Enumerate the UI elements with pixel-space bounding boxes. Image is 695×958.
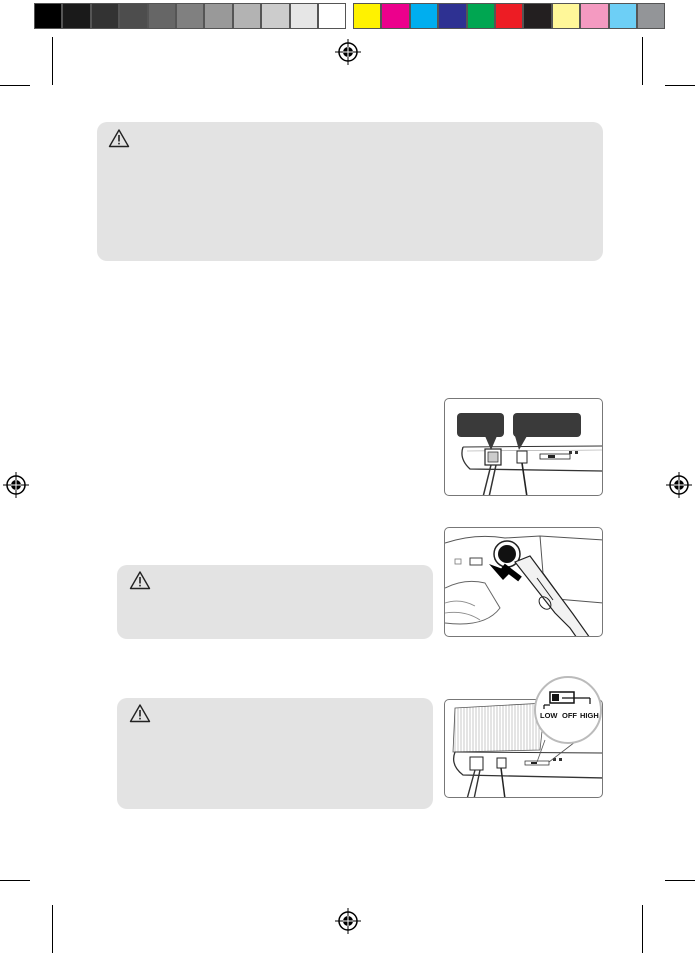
color-swatch xyxy=(261,3,289,29)
figure-switch-detail xyxy=(444,699,603,798)
car-socket-illustration xyxy=(445,528,603,637)
color-swatch xyxy=(353,3,381,29)
warning-icon xyxy=(129,570,151,590)
switch-label-low: LOW xyxy=(540,711,558,720)
crop-mark xyxy=(642,37,643,85)
registration-mark-right xyxy=(666,472,692,498)
warning-box-switch xyxy=(117,698,433,809)
color-swatch xyxy=(609,3,637,29)
color-swatch xyxy=(467,3,495,29)
callout-pointer xyxy=(485,436,497,450)
color-swatch xyxy=(552,3,580,29)
crop-mark xyxy=(0,880,30,881)
color-swatch xyxy=(290,3,318,29)
color-swatch xyxy=(381,3,409,29)
warning-icon xyxy=(129,703,151,723)
crop-mark xyxy=(665,880,695,881)
figure-cable-connections xyxy=(444,398,603,496)
crop-mark xyxy=(52,905,53,953)
switch-label-high: HIGH xyxy=(580,711,599,720)
color-swatch xyxy=(495,3,523,29)
crop-mark xyxy=(642,905,643,953)
color-swatch xyxy=(318,3,346,29)
color-swatch xyxy=(119,3,147,29)
warning-box-plug xyxy=(117,565,433,639)
callout-power-port xyxy=(457,413,504,437)
color-swatch xyxy=(91,3,119,29)
warning-icon xyxy=(108,128,130,148)
color-swatch xyxy=(523,3,551,29)
switch-magnifier xyxy=(534,676,602,744)
color-swatch xyxy=(233,3,261,29)
color-swatch xyxy=(34,3,62,29)
color-swatch xyxy=(204,3,232,29)
switch-label-off: OFF xyxy=(562,711,577,720)
color-swatch xyxy=(580,3,608,29)
registration-mark-top xyxy=(335,39,361,65)
color-swatch xyxy=(148,3,176,29)
color-swatch xyxy=(637,3,665,29)
registration-mark-left xyxy=(3,472,29,498)
color-swatch xyxy=(176,3,204,29)
grayscale-bar xyxy=(34,3,346,29)
crop-mark xyxy=(52,37,53,85)
crop-mark xyxy=(665,85,695,86)
color-swatch xyxy=(62,3,90,29)
warning-box-main xyxy=(97,122,603,261)
color-swatch xyxy=(410,3,438,29)
callout-pointer xyxy=(515,436,527,450)
crop-mark xyxy=(0,85,30,86)
registration-mark-bottom xyxy=(335,908,361,934)
callout-control-port xyxy=(513,413,581,437)
figure-car-socket xyxy=(444,527,603,637)
color-bar xyxy=(353,3,665,29)
color-swatch xyxy=(438,3,466,29)
